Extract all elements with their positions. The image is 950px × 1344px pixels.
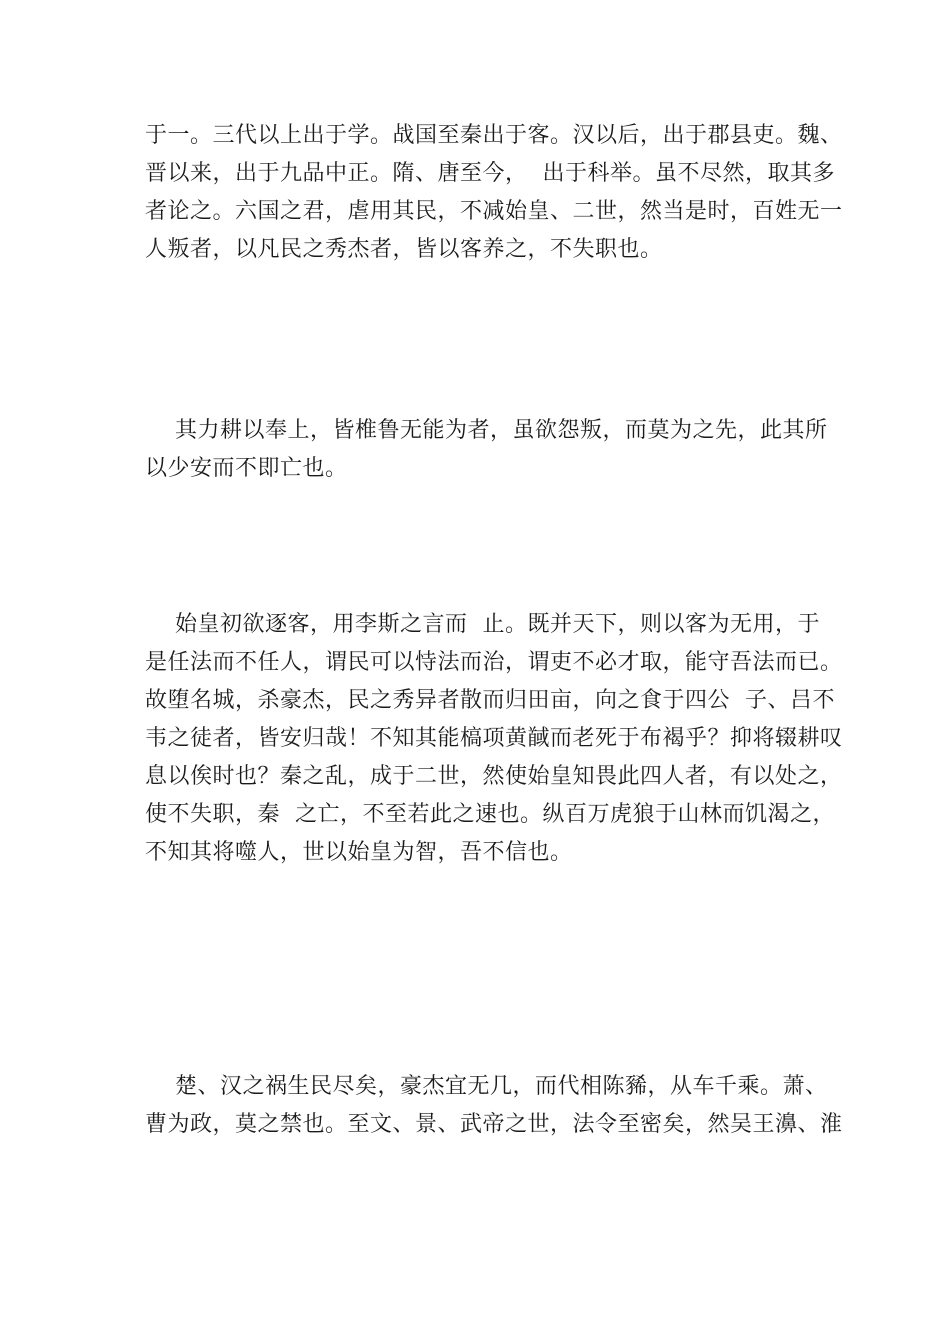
- text-line: 韦之徒者，皆安归哉！不知其能槁项黄馘而老死于布褐乎？抑将辍耕叹: [145, 726, 843, 751]
- paragraph-2: [145, 412, 828, 488]
- text-line: 不知其将噬人，世以始皇为智，吾不信也。: [145, 840, 573, 865]
- paragraph-4: [145, 1068, 843, 1144]
- text-line: 始皇初欲逐客，用李斯之言而 止。既并天下，则以客为无用，于: [145, 612, 820, 637]
- text-line: 是任法而不任人，谓民可以恃法而治，谓吏不必才取，能守吾法而已。: [145, 650, 843, 675]
- text-line: 于一。三代以上出于学。战国至秦出于客。汉以后，出于郡县吏。魏、: [145, 123, 843, 148]
- text-line: 故堕名城，杀豪杰，民之秀异者散而归田亩，向之食于四公 子、吕不: [145, 688, 835, 713]
- text-line: 楚、汉之祸生民尽矣，豪杰宜无几，而代相陈豨，从车千乘。萧、: [145, 1074, 828, 1099]
- text-line: 息以俟时也？秦之乱，成于二世，然使始皇知畏此四人者，有以处之，: [145, 764, 843, 789]
- text-line: 人叛者，以凡民之秀杰者，皆以客养之，不失职也。: [145, 237, 663, 262]
- paragraph-3: [145, 606, 843, 872]
- text-line: 以少安而不即亡也。: [145, 456, 348, 481]
- paragraph-1: [145, 117, 843, 269]
- text-line: 晋以来，出于九品中正。隋、唐至今， 出于科举。虽不尽然，取其多: [145, 161, 835, 186]
- text-line: 者论之。六国之君，虐用其民，不减始皇、二世，然当是时，百姓无一: [145, 199, 843, 224]
- text-line: 其力耕以奉上，皆椎鲁无能为者，虽欲怨叛，而莫为之先，此其所: [145, 418, 828, 443]
- text-line: 使不失职，秦 之亡，不至若此之速也。纵百万虎狼于山林而饥渴之，: [145, 802, 835, 827]
- text-line: 曹为政，莫之禁也。至文、景、武帝之世，法令至密矣，然吴王濞、淮: [145, 1112, 843, 1137]
